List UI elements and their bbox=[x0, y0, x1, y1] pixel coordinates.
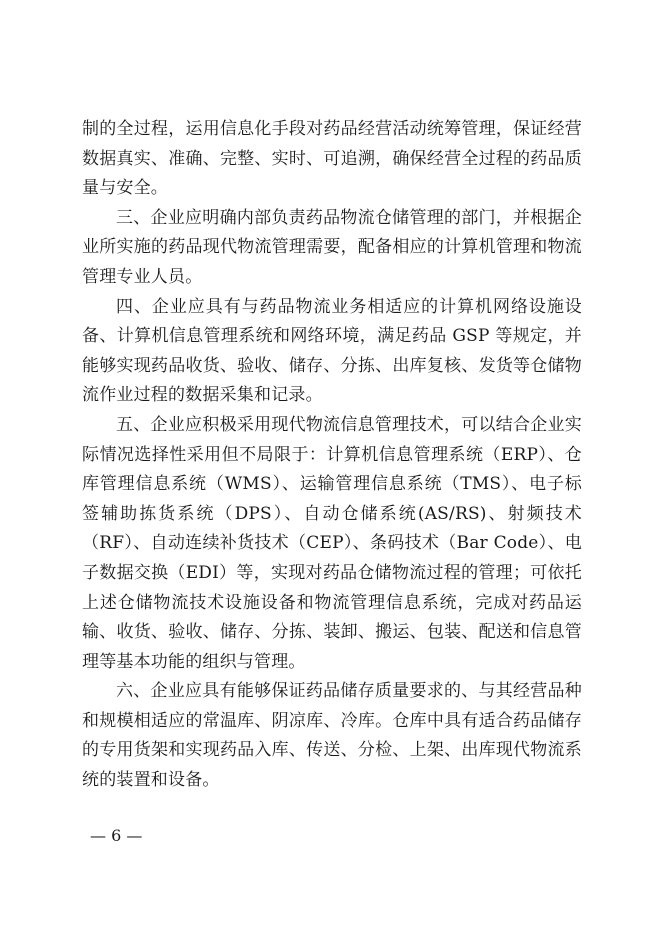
paragraph-item-6: 六、企业应具有能够保证药品储存质量要求的、与其经营品种和规模相适应的常温库、阴凉库、冷库。仓库中具有适合药品储存的专用货架和实现药品入库、传送、分检、上架、出库现代物流系统的装置和设备。 bbox=[82, 681, 582, 791]
paragraph-item-3: 三、企业应明确内部负责药品物流仓储管理的部门，并根据企业所实施的药品现代物流管理需要，配备相应的计算机管理和物流管理专业人员。 bbox=[82, 207, 582, 287]
document-body bbox=[82, 115, 582, 796]
paragraph-item-4: 四、企业应具有与药品物流业务相适应的计算机网络设施设备、计算机信息管理系统和网络环境，满足药品 GSP 等规定，并能够实现药品收货、验收、储存、分拣、出库复核、发货等仓储物流作业过程的数据采集和记录。 bbox=[82, 296, 582, 406]
page-number: — 6 — bbox=[90, 826, 143, 845]
paragraph-item-5: 五、企业应积极采用现代物流信息管理技术，可以结合企业实际情况选择性采用但不局限于：计算机信息管理系统（ERP）、仓库管理信息系统（WMS）、运输管理信息系统（TMS）、电子标签辅助拣货系统（DPS）、自动仓储系统(AS/RS)、射频技术（RF）、自动连续补货技术（CEP）、条码技术（Bar Code）、电子数据交换（EDI）等，实现对药品仓储物流过程的管理；可依托上述仓储物流技术设施设备和物流管理信息系统，完成对药品运输、收货、验收、储存、分拣、装卸、搬运、包装、配送和信息管理等基本功能的组织与管理。 bbox=[82, 414, 582, 672]
paragraph-continuation: 制的全过程，运用信息化手段对药品经营活动统筹管理，保证经营数据真实、准确、完整、实时、可追溯，确保经营全过程的药品质量与安全。 bbox=[82, 119, 582, 199]
